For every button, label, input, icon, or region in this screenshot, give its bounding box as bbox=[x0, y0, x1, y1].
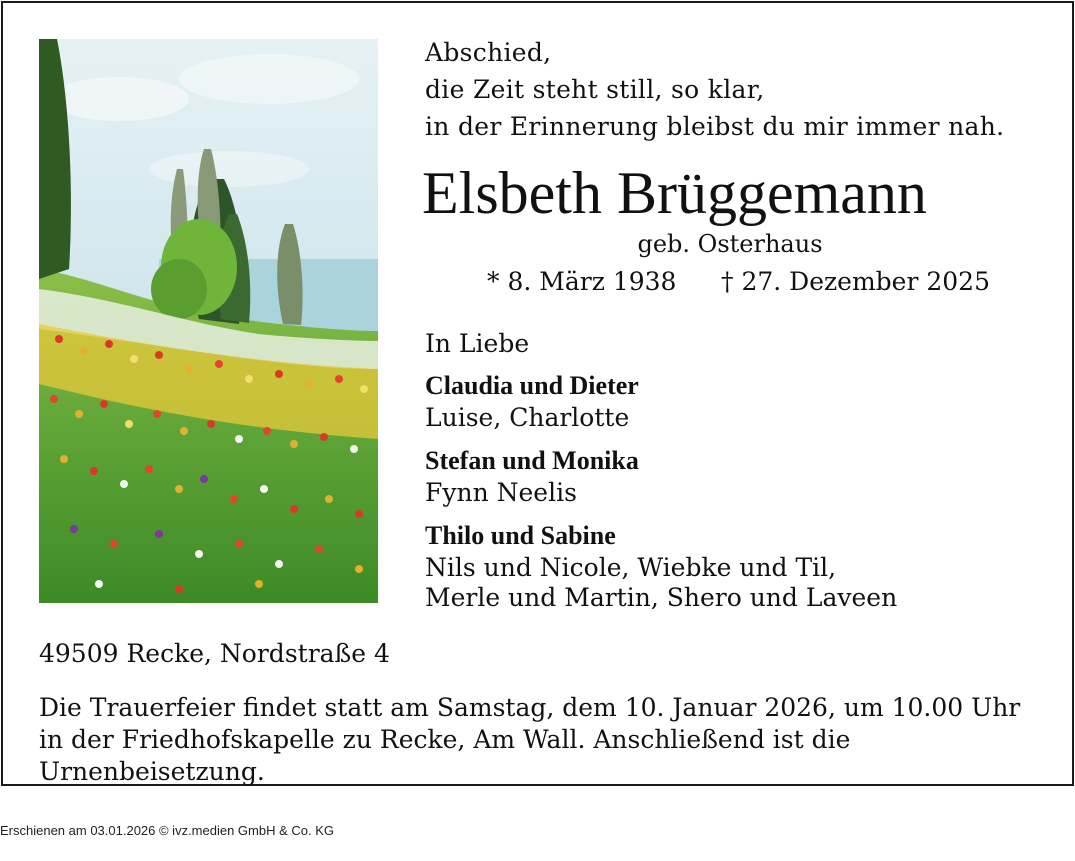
family-group bbox=[425, 519, 1045, 613]
family-group bbox=[425, 369, 1045, 433]
deceased-name: Elsbeth Brüggemann bbox=[422, 160, 927, 226]
birth-date: * 8. März 1938 bbox=[487, 267, 677, 296]
family-children: Merle und Martin, Shero und Laveen bbox=[425, 583, 898, 612]
family-children: Fynn Neelis bbox=[425, 478, 577, 507]
maiden-name: geb. Osterhaus bbox=[637, 230, 823, 258]
publication-footer: Erschienen am 03.01.2026 © ivz.medien GmbH & Co. KG bbox=[0, 823, 335, 838]
address: 49509 Recke, Nordstraße 4 bbox=[39, 639, 390, 668]
flower-meadow-photo bbox=[39, 39, 378, 603]
death-date: † 27. Dezember 2025 bbox=[721, 267, 990, 296]
family-couple: Thilo und Sabine bbox=[425, 521, 616, 550]
family-list bbox=[425, 328, 1045, 613]
poem bbox=[425, 34, 1045, 145]
family-couple: Stefan und Monika bbox=[425, 446, 639, 475]
funeral-notice: Die Trauerfeier findet statt am Samstag, dem 10. Januar 2026, um 10.00 Uhr in der Friedhofskapelle zu Recke, Am Wall. Anschließend ist die Urnenbeisetzung. bbox=[39, 693, 1021, 786]
poem-line: die Zeit steht still, so klar, bbox=[425, 75, 765, 104]
family-intro: In Liebe bbox=[425, 329, 530, 358]
family-couple: Claudia und Dieter bbox=[425, 371, 639, 400]
poem-line: Abschied, bbox=[425, 38, 552, 67]
family-children: Luise, Charlotte bbox=[425, 403, 630, 432]
family-group bbox=[425, 444, 1045, 508]
family-children: Nils und Nicole, Wiebke und Til, bbox=[425, 553, 837, 582]
meadow-illustration bbox=[39, 39, 378, 603]
poem-line: in der Erinnerung bleibst du mir immer nah. bbox=[425, 112, 1005, 141]
